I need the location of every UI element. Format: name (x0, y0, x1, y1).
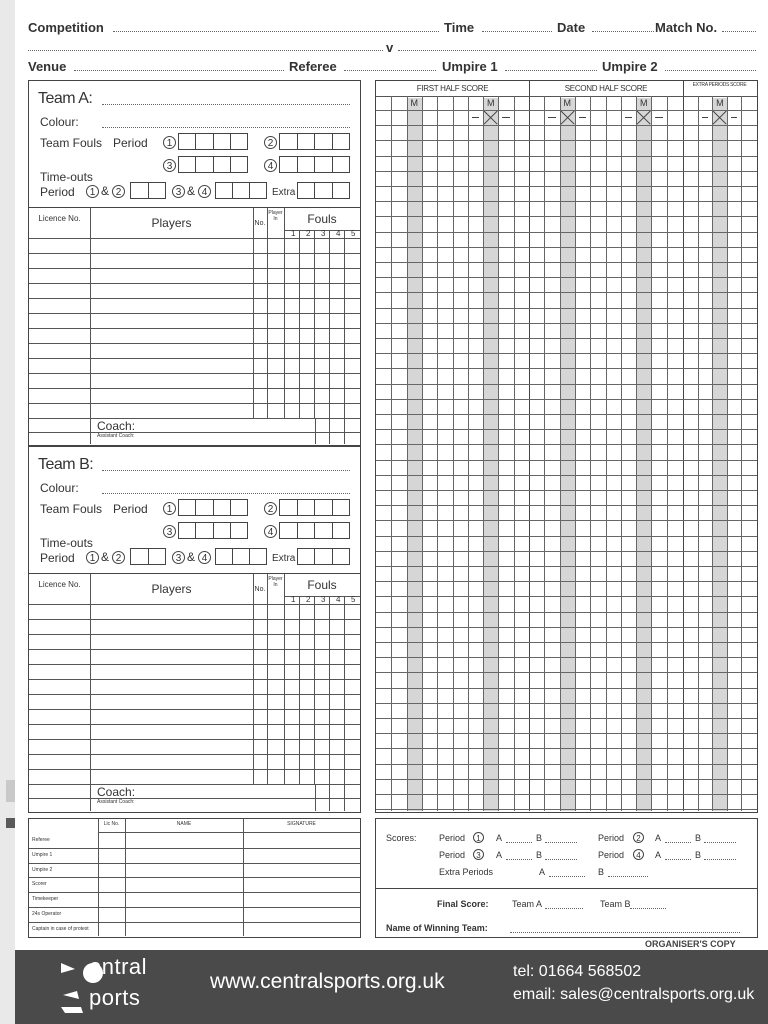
summary-divider (375, 888, 758, 889)
officials-row[interactable] (29, 892, 360, 893)
period-2-badge: 2 (264, 502, 277, 515)
player-in-header: Player In (268, 576, 283, 588)
period-1-badge: 1 (163, 136, 176, 149)
grid-row[interactable] (376, 612, 757, 613)
officials-row[interactable] (29, 863, 360, 864)
team-b-timeouts-period-label: Period (40, 551, 75, 565)
team-b-name-field[interactable] (102, 470, 350, 471)
period-3-badge: 3 (172, 185, 185, 198)
grid-row[interactable] (376, 475, 757, 476)
period-4-badge: 4 (198, 551, 211, 564)
grid-row[interactable] (376, 520, 757, 521)
period-3-team-a-score-field[interactable] (506, 859, 532, 860)
team-a-fouls-p3-boxes[interactable] (179, 156, 248, 173)
period-1-team-b-score-field[interactable] (545, 842, 577, 843)
number-header: No. (254, 586, 266, 593)
foul-number: 2 (306, 229, 311, 238)
foul-column-divider (314, 230, 315, 418)
table-row[interactable] (29, 373, 360, 374)
grid-row[interactable] (376, 171, 757, 172)
official-role-label: Captain in case of protest (32, 925, 89, 932)
table-row[interactable] (29, 769, 360, 770)
official-role-label: Umpire 2 (32, 866, 53, 873)
period-2-badge: 2 (112, 185, 125, 198)
dash-mark (731, 117, 738, 118)
team-b-extra-label: Extra (272, 553, 296, 564)
table-row[interactable] (29, 784, 360, 785)
coach-column-divider (90, 418, 91, 444)
running-score-grid[interactable] (375, 80, 758, 813)
minute-column-shading (560, 98, 575, 811)
grid-row[interactable] (376, 232, 757, 233)
winning-team-label: Name of Winning Team: (386, 923, 488, 933)
period-3-badge: 3 (172, 551, 185, 564)
logo-text-line2: ports (89, 985, 141, 1010)
minute-column-shading (636, 98, 651, 811)
table-row[interactable] (29, 358, 360, 359)
grid-row[interactable] (376, 444, 757, 445)
time-field[interactable] (482, 31, 552, 32)
team-b-score-label: B (536, 850, 543, 860)
competition-field[interactable] (113, 31, 439, 32)
grid-row[interactable] (376, 399, 757, 400)
grid-row[interactable] (376, 201, 757, 202)
grid-row[interactable] (376, 794, 757, 795)
team-a-fouls-p4-boxes[interactable] (280, 156, 350, 173)
grid-row[interactable] (376, 338, 757, 339)
team-b-players-table (28, 573, 361, 813)
minute-column-shading (407, 98, 422, 811)
team-b-timeouts-h2-boxes[interactable] (216, 548, 267, 565)
table-row[interactable] (29, 298, 360, 299)
officials-header-divider (98, 832, 360, 833)
team-a-colour-label: Colour: (40, 115, 79, 129)
grid-row[interactable] (376, 733, 757, 734)
referee-field[interactable] (344, 70, 436, 71)
venue-field[interactable] (74, 70, 284, 71)
team-a-fouls-p2-boxes[interactable] (280, 133, 350, 150)
grid-row[interactable] (376, 216, 757, 217)
table-row[interactable] (29, 253, 360, 254)
grid-row[interactable] (376, 703, 757, 704)
assistant-coach-label: Assistant Coach: (97, 799, 135, 805)
team-a-fouls-label: Team Fouls (40, 136, 103, 150)
grid-row[interactable] (376, 277, 757, 278)
grid-row[interactable] (376, 140, 757, 141)
minute-column-label: M (639, 98, 648, 108)
team-b-score-label: B (598, 867, 605, 877)
section-divider (529, 81, 530, 811)
table-row[interactable] (29, 619, 360, 620)
foul-column-divider (314, 596, 315, 784)
umpire1-label: Umpire 1 (442, 59, 498, 74)
table-row[interactable] (29, 709, 360, 710)
grid-row[interactable] (376, 368, 757, 369)
period-4-team-a-score-field[interactable] (665, 859, 691, 860)
final-team-b-field[interactable] (630, 908, 666, 909)
period-4-badge: 4 (264, 525, 277, 538)
winning-team-field[interactable] (510, 932, 740, 933)
extra-periods-header: EXTRA PERIODS SCORE (692, 82, 747, 88)
period-label: Period (598, 850, 625, 860)
period-1-badge: 1 (473, 832, 484, 843)
grid-row[interactable] (376, 672, 757, 673)
grid-row[interactable] (376, 414, 757, 415)
grid-row[interactable] (376, 262, 757, 263)
table-row[interactable] (29, 754, 360, 755)
signature-header: SIGNATURE (287, 821, 316, 827)
grid-row[interactable] (376, 688, 757, 689)
foul-number: 3 (321, 595, 326, 604)
minute-column-label: M (716, 98, 724, 108)
date-label: Date (557, 20, 586, 35)
minute-column-shading (483, 98, 498, 811)
coach-row-divider (29, 432, 360, 433)
logo-text-line1: entral (89, 954, 148, 979)
grid-row[interactable] (376, 718, 757, 719)
officials-row[interactable] (29, 848, 360, 849)
table-row[interactable] (29, 418, 360, 419)
team-a-score-label: A (496, 850, 503, 860)
dash-mark (702, 117, 709, 118)
period-3-team-b-score-field[interactable] (545, 859, 577, 860)
period-1-badge: 1 (86, 551, 99, 564)
team-a-players-table (28, 207, 361, 446)
foul-number: 5 (351, 229, 356, 238)
team-b-colour-label: Colour: (40, 481, 79, 495)
grid-row[interactable] (376, 384, 757, 385)
dash-mark (502, 117, 509, 118)
licence-no-header: Licence No. (38, 214, 81, 223)
final-score-label: Final Score: (437, 899, 489, 909)
period-2-badge: 2 (112, 551, 125, 564)
umpire2-field[interactable] (665, 70, 756, 71)
table-row[interactable] (29, 403, 360, 404)
team-b-period-label: Period (113, 502, 148, 516)
players-header: Players (151, 216, 192, 230)
website-link[interactable]: www.centralsports.org.uk (210, 970, 445, 993)
grid-row[interactable] (376, 490, 757, 491)
table-row[interactable] (29, 328, 360, 329)
team-a-score-label: A (496, 833, 503, 843)
period-2-team-b-score-field[interactable] (704, 842, 736, 843)
umpire2-label: Umpire 2 (602, 59, 658, 74)
extra-team-a-score-field[interactable] (549, 876, 585, 877)
grid-row[interactable] (376, 323, 757, 324)
page-left-edge (0, 0, 15, 1024)
table-row[interactable] (29, 694, 360, 695)
away-team-field[interactable] (398, 50, 756, 51)
players-header: Players (151, 582, 192, 596)
grid-row[interactable] (376, 186, 757, 187)
grid-row[interactable] (376, 627, 757, 628)
foul-column-divider (299, 230, 300, 418)
table-row[interactable] (29, 739, 360, 740)
team-a-timeouts-extra-boxes[interactable] (298, 182, 350, 199)
cross-mark-icon (636, 110, 651, 125)
fouls-header: Fouls (307, 578, 337, 592)
dash-mark (579, 117, 586, 118)
table-row[interactable] (29, 634, 360, 635)
match-no-label: Match No. (655, 20, 718, 35)
team-a-period-label: Period (113, 136, 148, 150)
foul-number: 4 (336, 595, 341, 604)
period-1-badge: 1 (163, 502, 176, 515)
email-link[interactable]: email: sales@centralsports.org.uk (513, 986, 755, 1003)
foul-column-divider (344, 596, 345, 784)
team-b-title: Team B: (38, 456, 94, 473)
official-role-label: Referee (32, 837, 50, 843)
team-a-title: Team A: (38, 90, 93, 107)
table-header-divider (29, 238, 360, 239)
home-team-field[interactable] (28, 50, 383, 51)
team-b-score-label: B (695, 850, 702, 860)
period-label: Period (439, 850, 466, 860)
foul-column-divider (329, 596, 330, 784)
grid-row[interactable] (376, 581, 757, 582)
foul-column-divider (299, 596, 300, 784)
final-team-b-label: Team B (600, 899, 631, 909)
grid-row[interactable] (376, 809, 757, 810)
coach-label: Coach: (97, 419, 136, 433)
team-b-score-label: B (695, 833, 702, 843)
grid-row[interactable] (376, 779, 757, 780)
match-no-field[interactable] (722, 31, 756, 32)
foul-column-divider (344, 230, 345, 418)
ampersand: & (101, 184, 110, 198)
period-2-badge: 2 (633, 832, 644, 843)
coach-column-divider (315, 418, 316, 444)
grid-row[interactable] (376, 247, 757, 248)
venue-label: Venue (28, 59, 67, 74)
officials-table (28, 818, 361, 938)
team-a-timeouts-h2-boxes[interactable] (216, 182, 267, 199)
official-role-label: Timekeeper (32, 896, 59, 903)
grid-row[interactable] (376, 596, 757, 597)
team-b-colour-field[interactable] (102, 493, 350, 494)
ampersand: & (187, 184, 196, 198)
grid-row[interactable] (376, 308, 757, 309)
time-label: Time (444, 20, 475, 35)
period-1-team-a-score-field[interactable] (506, 842, 532, 843)
grid-row[interactable] (376, 536, 757, 537)
competition-label: Competition (28, 20, 104, 35)
table-header-divider (29, 604, 360, 605)
period-3-badge: 3 (163, 525, 176, 538)
date-field[interactable] (592, 31, 654, 32)
table-row[interactable] (29, 268, 360, 269)
coach-label: Coach: (97, 785, 136, 799)
grid-row[interactable] (376, 125, 757, 126)
coach-row-divider (29, 798, 360, 799)
dash-mark (655, 117, 662, 118)
team-a-score-label: A (539, 867, 546, 877)
licence-no-header: Licence No. (38, 580, 81, 589)
grid-row[interactable] (376, 748, 757, 749)
team-b-fouls-p2-boxes[interactable] (280, 499, 350, 516)
period-1-badge: 1 (86, 185, 99, 198)
period-4-badge: 4 (198, 185, 211, 198)
grid-row[interactable] (376, 156, 757, 157)
grid-row[interactable] (376, 505, 757, 506)
period-4-team-b-score-field[interactable] (704, 859, 736, 860)
team-a-name-field[interactable] (102, 104, 350, 105)
period-3-badge: 3 (163, 159, 176, 172)
assistant-coach-label: Assistant Coach: (97, 433, 135, 439)
footer-banner (15, 950, 768, 1024)
extra-periods-label: Extra Periods (439, 867, 494, 877)
table-row[interactable] (29, 649, 360, 650)
final-team-a-field[interactable] (545, 908, 583, 909)
period-2-team-a-score-field[interactable] (665, 842, 691, 843)
table-row[interactable] (29, 679, 360, 680)
lic-no-header: Lic No. (103, 821, 120, 827)
referee-label: Referee (289, 59, 337, 74)
table-row[interactable] (29, 283, 360, 284)
section-divider (683, 81, 684, 811)
foul-number: 4 (336, 229, 341, 238)
grid-row[interactable] (376, 353, 757, 354)
dash-mark (548, 117, 555, 118)
official-role-label: 24s Operator (32, 911, 62, 917)
foul-column-divider (329, 230, 330, 418)
officials-row[interactable] (29, 922, 360, 923)
grid-row[interactable] (376, 292, 757, 293)
official-role-label: Scorer (32, 881, 47, 888)
minute-column-label: M (410, 98, 418, 108)
telephone-text: tel: 01664 568502 (513, 963, 642, 980)
team-a-timeouts-period-label: Period (40, 185, 75, 199)
team-a-extra-label: Extra (272, 187, 296, 198)
first-half-header: FIRST HALF SCORE (416, 84, 489, 93)
grid-header-divider (376, 96, 757, 97)
table-row[interactable] (29, 313, 360, 314)
grid-row[interactable] (376, 460, 757, 461)
foul-number: 2 (306, 595, 311, 604)
team-a-colour-field[interactable] (102, 127, 350, 128)
foul-number: 3 (321, 229, 326, 238)
edge-mark (6, 780, 15, 802)
name-header: NAME (176, 821, 192, 827)
versus-label: v (386, 40, 394, 55)
table-row[interactable] (29, 388, 360, 389)
team-b-score-label: B (536, 833, 543, 843)
table-row[interactable] (29, 724, 360, 725)
team-a-timeouts-label: Time-outs (40, 170, 93, 184)
grid-row[interactable] (376, 657, 757, 658)
cross-mark-icon (483, 110, 498, 125)
table-row[interactable] (29, 343, 360, 344)
grid-row[interactable] (376, 764, 757, 765)
coach-column-divider (344, 418, 345, 444)
cross-mark-icon (560, 110, 575, 125)
fouls-header: Fouls (307, 212, 337, 226)
minute-column-shading (712, 98, 727, 811)
grid-row[interactable] (376, 566, 757, 567)
team-b-fouls-p1-boxes[interactable] (179, 499, 248, 516)
minute-column-label: M (563, 98, 571, 108)
team-b-fouls-p3-boxes[interactable] (179, 522, 248, 539)
edge-mark (6, 818, 15, 828)
grid-row[interactable] (376, 551, 757, 552)
foul-number: 1 (291, 229, 296, 238)
number-header: No. (254, 220, 266, 227)
organiser-copy-label: ORGANISER'S COPY (645, 939, 736, 949)
minute-column-label: M (486, 98, 495, 108)
period-label: Period (598, 833, 625, 843)
period-2-badge: 2 (264, 136, 277, 149)
team-b-fouls-p4-boxes[interactable] (280, 522, 350, 539)
extra-team-b-score-field[interactable] (608, 876, 648, 877)
cross-mark-icon (712, 110, 727, 125)
team-b-timeouts-h1-boxes[interactable] (131, 548, 166, 565)
umpire1-field[interactable] (505, 70, 597, 71)
final-team-a-label: Team A (512, 899, 543, 909)
period-4-badge: 4 (264, 159, 277, 172)
player-in-header: Player In (268, 210, 283, 222)
foul-number: 5 (351, 595, 356, 604)
coach-column-divider (329, 418, 330, 444)
foul-number: 1 (291, 595, 296, 604)
dash-mark (472, 117, 479, 118)
officials-row[interactable] (29, 907, 360, 908)
ampersand: & (101, 550, 110, 564)
period-label: Period (439, 833, 466, 843)
grid-row[interactable] (376, 429, 757, 430)
period-4-badge: 4 (633, 849, 644, 860)
official-role-label: Umpire 1 (32, 851, 53, 858)
table-row[interactable] (29, 664, 360, 665)
dash-mark (625, 117, 632, 118)
scores-label: Scores: (386, 833, 417, 843)
team-a-score-label: A (655, 850, 662, 860)
officials-row[interactable] (29, 877, 360, 878)
team-b-timeouts-label: Time-outs (40, 536, 93, 550)
team-a-timeouts-h1-boxes[interactable] (131, 182, 166, 199)
ampersand: & (187, 550, 196, 564)
team-b-timeouts-extra-boxes[interactable] (298, 548, 350, 565)
team-a-score-label: A (655, 833, 662, 843)
team-a-fouls-p1-boxes[interactable] (179, 133, 248, 150)
grid-row[interactable] (376, 642, 757, 643)
team-b-fouls-label: Team Fouls (40, 502, 103, 516)
second-half-header: SECOND HALF SCORE (564, 84, 648, 93)
period-3-badge: 3 (473, 849, 484, 860)
